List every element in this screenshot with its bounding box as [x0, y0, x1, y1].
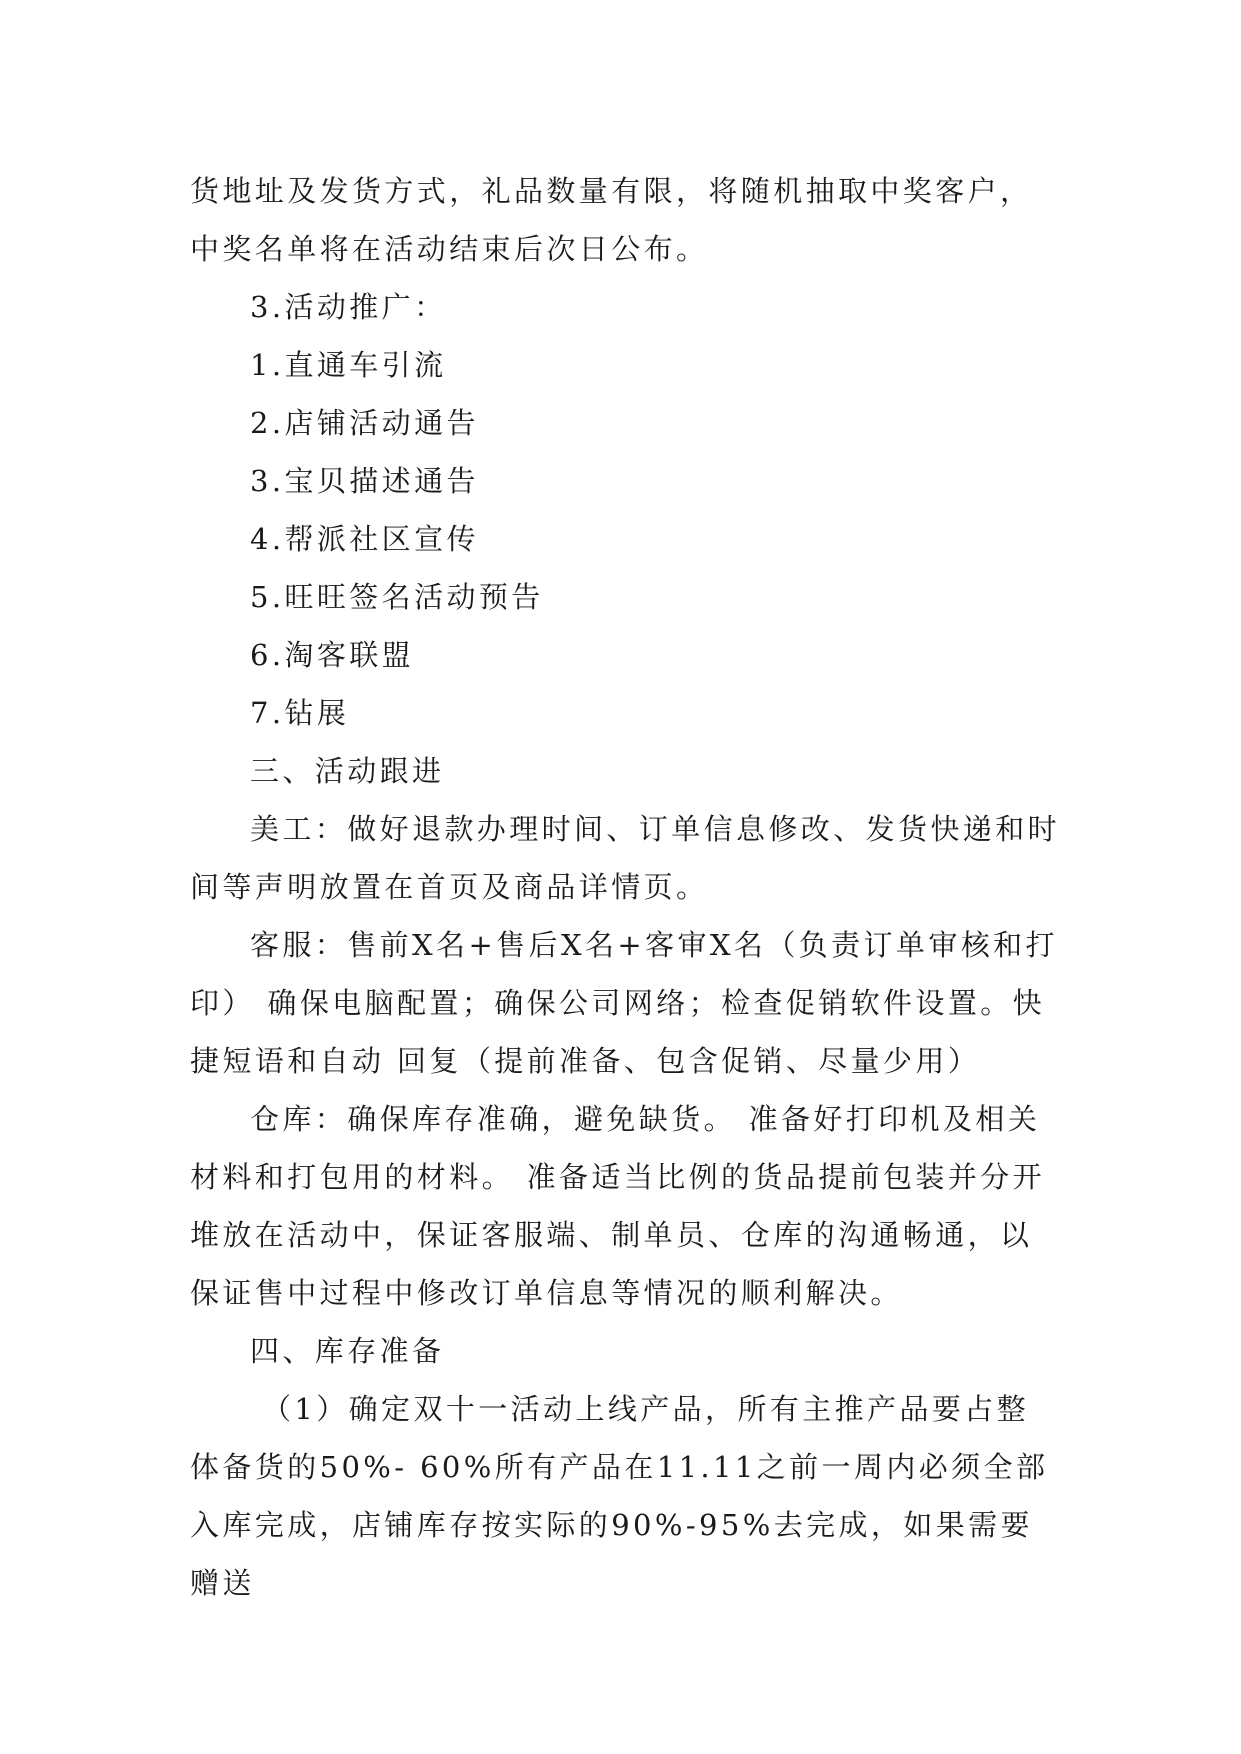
- list-item-promotion-3: 3.宝贝描述通告: [250, 464, 479, 498]
- paragraph-inventory-1: （1）确定双十一活动上线产品，所有主推产品要占整体备货的50%- 60%所有产品在11.11之前一周内必须全部入库完成，店铺库存按实际的90%-95%去完成，如果需要赠送: [190, 1392, 1049, 1600]
- list-item-promotion-6: 6.淘客联盟: [250, 638, 415, 672]
- paragraph-warehouse: 仓库：确保库存准确，避免缺货。 准备好打印机及相关材料和打包用的材料。 准备适当比例的货品提前包装并分开堆放在活动中，保证客服端、制单员、仓库的沟通畅通，以保证售中过程中修改订单信息等情况的顺利解决。: [190, 1102, 1046, 1310]
- paragraph-customer-service: 客服：售前X名+售后X名+客审X名（负责订单审核和打印） 确保电脑配置；确保公司网络；检查促销软件设置。快捷短语和自动 回复（提前准备、包含促销、尽量少用）: [190, 928, 1058, 1078]
- list-item-promotion-4: 4.帮派社区宣传: [250, 522, 479, 556]
- paragraph-prize-info: 货地址及发货方式，礼品数量有限，将随机抽取中奖客户，中奖名单将在活动结束后次日公布。: [190, 174, 1033, 266]
- document-body: [190, 162, 1060, 1612]
- list-item-promotion-5: 5.旺旺签名活动预告: [250, 580, 544, 614]
- list-item-promotion-1: 1.直通车引流: [250, 348, 447, 382]
- list-item-promotion-2: 2.店铺活动通告: [250, 406, 479, 440]
- section-heading-inventory: 四、库存准备: [250, 1334, 445, 1368]
- heading-activity-promotion: 3.活动推广：: [250, 290, 447, 324]
- section-heading-follow-up: 三、活动跟进: [250, 754, 445, 788]
- paragraph-designer: 美工：做好退款办理时间、订单信息修改、发货快递和时间等声明放置在首页及商品详情页。: [190, 812, 1061, 904]
- list-item-promotion-7: 7.钻展: [250, 696, 350, 730]
